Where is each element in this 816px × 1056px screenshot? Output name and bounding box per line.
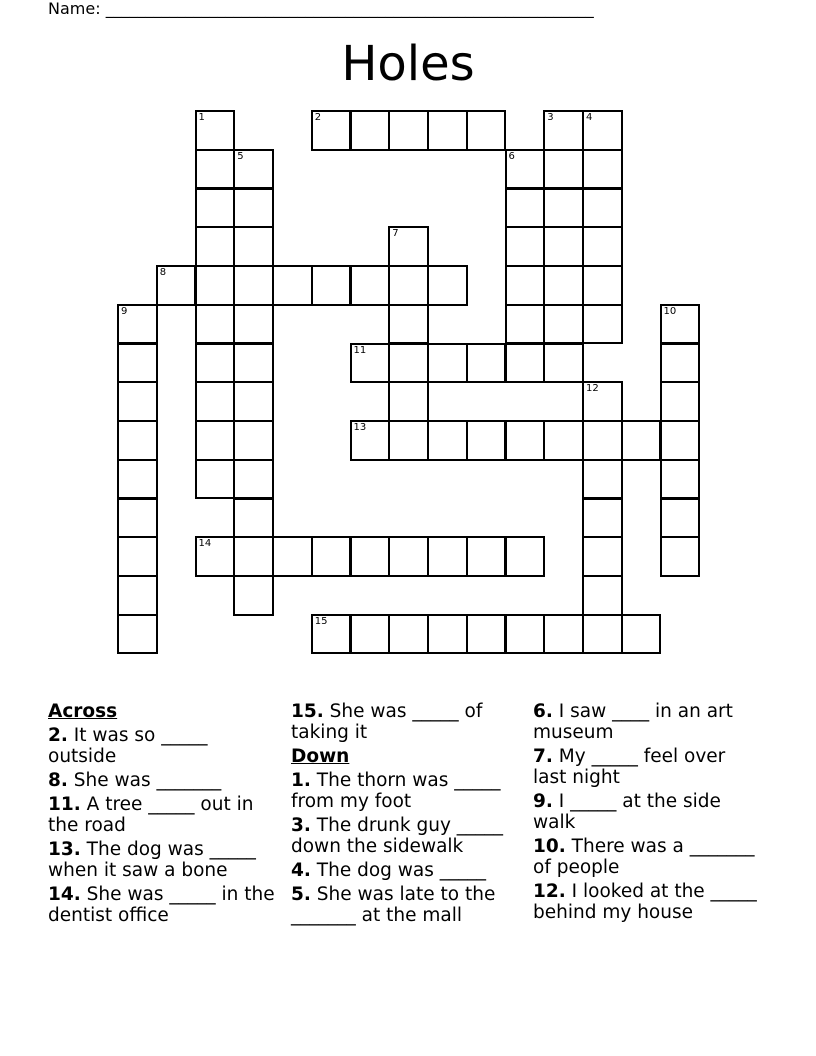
- grid-cell[interactable]: [272, 536, 313, 577]
- grid-cell[interactable]: [427, 536, 468, 577]
- clue-number-label: 14: [198, 538, 212, 550]
- grid-cell[interactable]: [466, 343, 507, 384]
- grid-cell[interactable]: [660, 343, 701, 384]
- clue-number-label: 10: [663, 305, 677, 317]
- grid-cell[interactable]: [117, 536, 158, 577]
- page-title: Holes: [341, 36, 475, 92]
- grid-cell[interactable]: [660, 498, 701, 539]
- grid-cell[interactable]: [388, 304, 429, 345]
- clue-text: There was a _______ of people: [533, 836, 755, 878]
- down-clue: [533, 791, 763, 833]
- clue-text: The thorn was _____ from my foot: [291, 770, 501, 812]
- grid-cell[interactable]: [388, 226, 429, 267]
- grid-cell[interactable]: [388, 381, 429, 422]
- grid-cell[interactable]: [466, 614, 507, 655]
- grid-cell[interactable]: [350, 536, 391, 577]
- across-clue: [48, 839, 278, 881]
- clue-number: 4.: [291, 860, 311, 881]
- clue-number-label: 12: [586, 383, 599, 395]
- grid-cell[interactable]: [621, 614, 662, 655]
- clue-number: 1.: [291, 770, 311, 791]
- grid-cell[interactable]: [582, 226, 623, 267]
- grid-cell[interactable]: [582, 149, 623, 190]
- down-clue: [291, 770, 521, 812]
- grid-cell[interactable]: [195, 110, 236, 151]
- grid-cell[interactable]: [388, 614, 429, 655]
- grid-cell[interactable]: [195, 304, 236, 345]
- clue-number-label: 8: [159, 267, 167, 278]
- grid-cell[interactable]: [350, 420, 391, 461]
- clue-number-label: 11: [353, 344, 367, 356]
- clue-number: 10.: [533, 836, 566, 857]
- grid-cell[interactable]: [660, 420, 701, 461]
- grid-cell[interactable]: [117, 420, 158, 461]
- grid-cell[interactable]: [311, 265, 352, 306]
- clue-text: She was _____ of taking it: [291, 701, 483, 743]
- grid-cell[interactable]: [233, 381, 274, 422]
- grid-cell[interactable]: [505, 149, 546, 190]
- grid-cell[interactable]: [233, 226, 274, 267]
- grid-cell[interactable]: [311, 110, 352, 151]
- grid-cell[interactable]: [582, 614, 623, 655]
- grid-cell[interactable]: [195, 149, 236, 190]
- grid-cell[interactable]: [233, 420, 274, 461]
- grid-cell[interactable]: [350, 343, 391, 384]
- grid-cell[interactable]: [505, 614, 546, 655]
- grid-cell[interactable]: [350, 614, 391, 655]
- grid-cell[interactable]: [505, 188, 546, 229]
- grid-cell[interactable]: [582, 498, 623, 539]
- grid-cell[interactable]: [195, 265, 236, 306]
- grid-cell[interactable]: [427, 343, 468, 384]
- grid-cell[interactable]: [195, 226, 236, 267]
- clue-number: 3.: [291, 815, 311, 836]
- grid-cell[interactable]: [388, 343, 429, 384]
- grid-cell[interactable]: [388, 420, 429, 461]
- grid-cell[interactable]: [195, 536, 236, 577]
- grid-cell[interactable]: [311, 614, 352, 655]
- grid-cell[interactable]: [621, 420, 662, 461]
- grid-cell[interactable]: [543, 343, 584, 384]
- clue-number: 5.: [291, 884, 311, 905]
- clue-text: The drunk guy _____ down the sidewalk: [291, 815, 504, 857]
- grid-cell[interactable]: [233, 343, 274, 384]
- grid-cell[interactable]: [311, 536, 352, 577]
- clue-number-label: 7: [392, 228, 399, 240]
- across-clue: [48, 770, 278, 791]
- across-clue: [48, 725, 278, 767]
- grid-cell[interactable]: [582, 265, 623, 306]
- clue-number-label: 5: [237, 150, 244, 162]
- grid-cell[interactable]: [582, 110, 623, 151]
- grid-cell[interactable]: [388, 110, 429, 151]
- clue-number-label: 13: [353, 422, 367, 433]
- grid-cell[interactable]: [117, 343, 158, 384]
- grid-cell[interactable]: [195, 381, 236, 422]
- clue-number: 7.: [533, 746, 553, 767]
- clue-text: She was _______: [73, 770, 222, 791]
- grid-cell[interactable]: [505, 343, 546, 384]
- clue-text: The dog was _____: [316, 860, 487, 881]
- grid-cell[interactable]: [117, 498, 158, 539]
- clue-number: 12.: [533, 881, 566, 902]
- grid-cell[interactable]: [195, 343, 236, 384]
- clue-text: I saw ____ in an art museum: [533, 701, 733, 743]
- clue-column-3: [533, 701, 763, 926]
- name-label: Name:: [48, 0, 101, 18]
- clue-text: The dog was _____ when it saw a bone: [48, 839, 256, 881]
- grid-cell[interactable]: [466, 536, 507, 577]
- down-clue: [533, 746, 763, 788]
- grid-cell[interactable]: [233, 188, 274, 229]
- clue-text: My _____ feel over last night: [533, 746, 726, 788]
- clue-number: 8.: [48, 770, 68, 791]
- grid-cell[interactable]: [543, 614, 584, 655]
- down-clue: [533, 881, 763, 923]
- across-heading: Across: [48, 701, 118, 722]
- clue-number-label: 1: [198, 112, 205, 123]
- clue-number: 9.: [533, 791, 553, 812]
- clue-number: 14.: [48, 884, 81, 905]
- down-clue: [291, 884, 521, 926]
- clue-number: 11.: [48, 794, 81, 815]
- clue-text: I _____ at the side walk: [533, 791, 721, 833]
- grid-cell[interactable]: [233, 536, 274, 577]
- grid-cell[interactable]: [388, 265, 429, 306]
- grid-cell[interactable]: [582, 575, 623, 616]
- grid-cell[interactable]: [582, 304, 623, 345]
- grid-cell[interactable]: [582, 188, 623, 229]
- grid-cell[interactable]: [543, 149, 584, 190]
- grid-cell[interactable]: [233, 304, 274, 345]
- grid-cell[interactable]: [350, 265, 391, 306]
- clue-number: 2.: [48, 725, 68, 746]
- grid-cell[interactable]: [117, 614, 158, 655]
- grid-cell[interactable]: [543, 304, 584, 345]
- grid-cell[interactable]: [505, 304, 546, 345]
- across-clue: [48, 884, 278, 926]
- name-line: [48, 0, 594, 18]
- name-blank: _____________________________________________________________: [105, 0, 594, 18]
- grid-cell[interactable]: [660, 304, 701, 345]
- grid-cell[interactable]: [505, 226, 546, 267]
- down-clue: [291, 815, 521, 857]
- across-clue: [291, 701, 521, 743]
- clue-number-label: 4: [586, 112, 593, 123]
- grid-cell[interactable]: [505, 265, 546, 306]
- grid-cell[interactable]: [117, 459, 158, 500]
- clue-number: 6.: [533, 701, 553, 722]
- clue-number-label: 15: [314, 615, 328, 627]
- grid-cell[interactable]: [427, 265, 468, 306]
- clue-number-label: 3: [547, 112, 554, 123]
- grid-cell[interactable]: [505, 420, 546, 461]
- grid-cell[interactable]: [660, 381, 701, 422]
- grid-cell[interactable]: [582, 420, 623, 461]
- clue-number-label: 9: [121, 305, 128, 317]
- grid-cell[interactable]: [543, 265, 584, 306]
- grid-cell[interactable]: [117, 575, 158, 616]
- grid-cell[interactable]: [195, 459, 236, 500]
- across-clue: [48, 794, 278, 836]
- clue-column-1: [48, 701, 278, 929]
- clue-number-label: 2: [314, 112, 322, 123]
- down-clue: [291, 860, 521, 881]
- grid-cell[interactable]: [117, 381, 158, 422]
- grid-cell[interactable]: [466, 110, 507, 151]
- grid-cell[interactable]: [233, 459, 274, 500]
- grid-cell[interactable]: [427, 614, 468, 655]
- clue-text: A tree _____ out in the road: [48, 794, 254, 836]
- clue-text: I looked at the _____ behind my house: [533, 881, 757, 923]
- grid-cell[interactable]: [582, 381, 623, 422]
- grid-cell[interactable]: [156, 265, 197, 306]
- grid-cell[interactable]: [233, 149, 274, 190]
- grid-cell[interactable]: [427, 420, 468, 461]
- grid-cell[interactable]: [427, 110, 468, 151]
- grid-cell[interactable]: [543, 188, 584, 229]
- grid-cell[interactable]: [233, 575, 274, 616]
- clue-number: 15.: [291, 701, 324, 722]
- grid-cell[interactable]: [233, 265, 274, 306]
- clue-text: She was _____ in the dentist office: [48, 884, 275, 926]
- grid-cell[interactable]: [543, 226, 584, 267]
- grid-cell[interactable]: [388, 536, 429, 577]
- grid-cell[interactable]: [505, 536, 546, 577]
- grid-cell[interactable]: [660, 459, 701, 500]
- down-clue: [533, 701, 763, 743]
- grid-cell[interactable]: [543, 420, 584, 461]
- grid-cell[interactable]: [195, 188, 236, 229]
- down-clue: [533, 836, 763, 878]
- grid-cell[interactable]: [543, 110, 584, 151]
- clue-number-label: 6: [508, 150, 515, 162]
- clue-text: It was so _____ outside: [48, 725, 208, 767]
- clue-text: She was late to the _______ at the mall: [291, 884, 496, 926]
- down-heading: Down: [291, 746, 350, 767]
- grid-cell[interactable]: [195, 420, 236, 461]
- grid-cell[interactable]: [117, 304, 158, 345]
- clue-column-2: [291, 701, 521, 929]
- grid-cell[interactable]: [350, 110, 391, 151]
- grid-cell[interactable]: [272, 265, 313, 306]
- grid-cell[interactable]: [582, 459, 623, 500]
- grid-cell[interactable]: [466, 420, 507, 461]
- clue-number: 13.: [48, 839, 81, 860]
- grid-cell[interactable]: [582, 536, 623, 577]
- grid-cell[interactable]: [233, 498, 274, 539]
- grid-cell[interactable]: [660, 536, 701, 577]
